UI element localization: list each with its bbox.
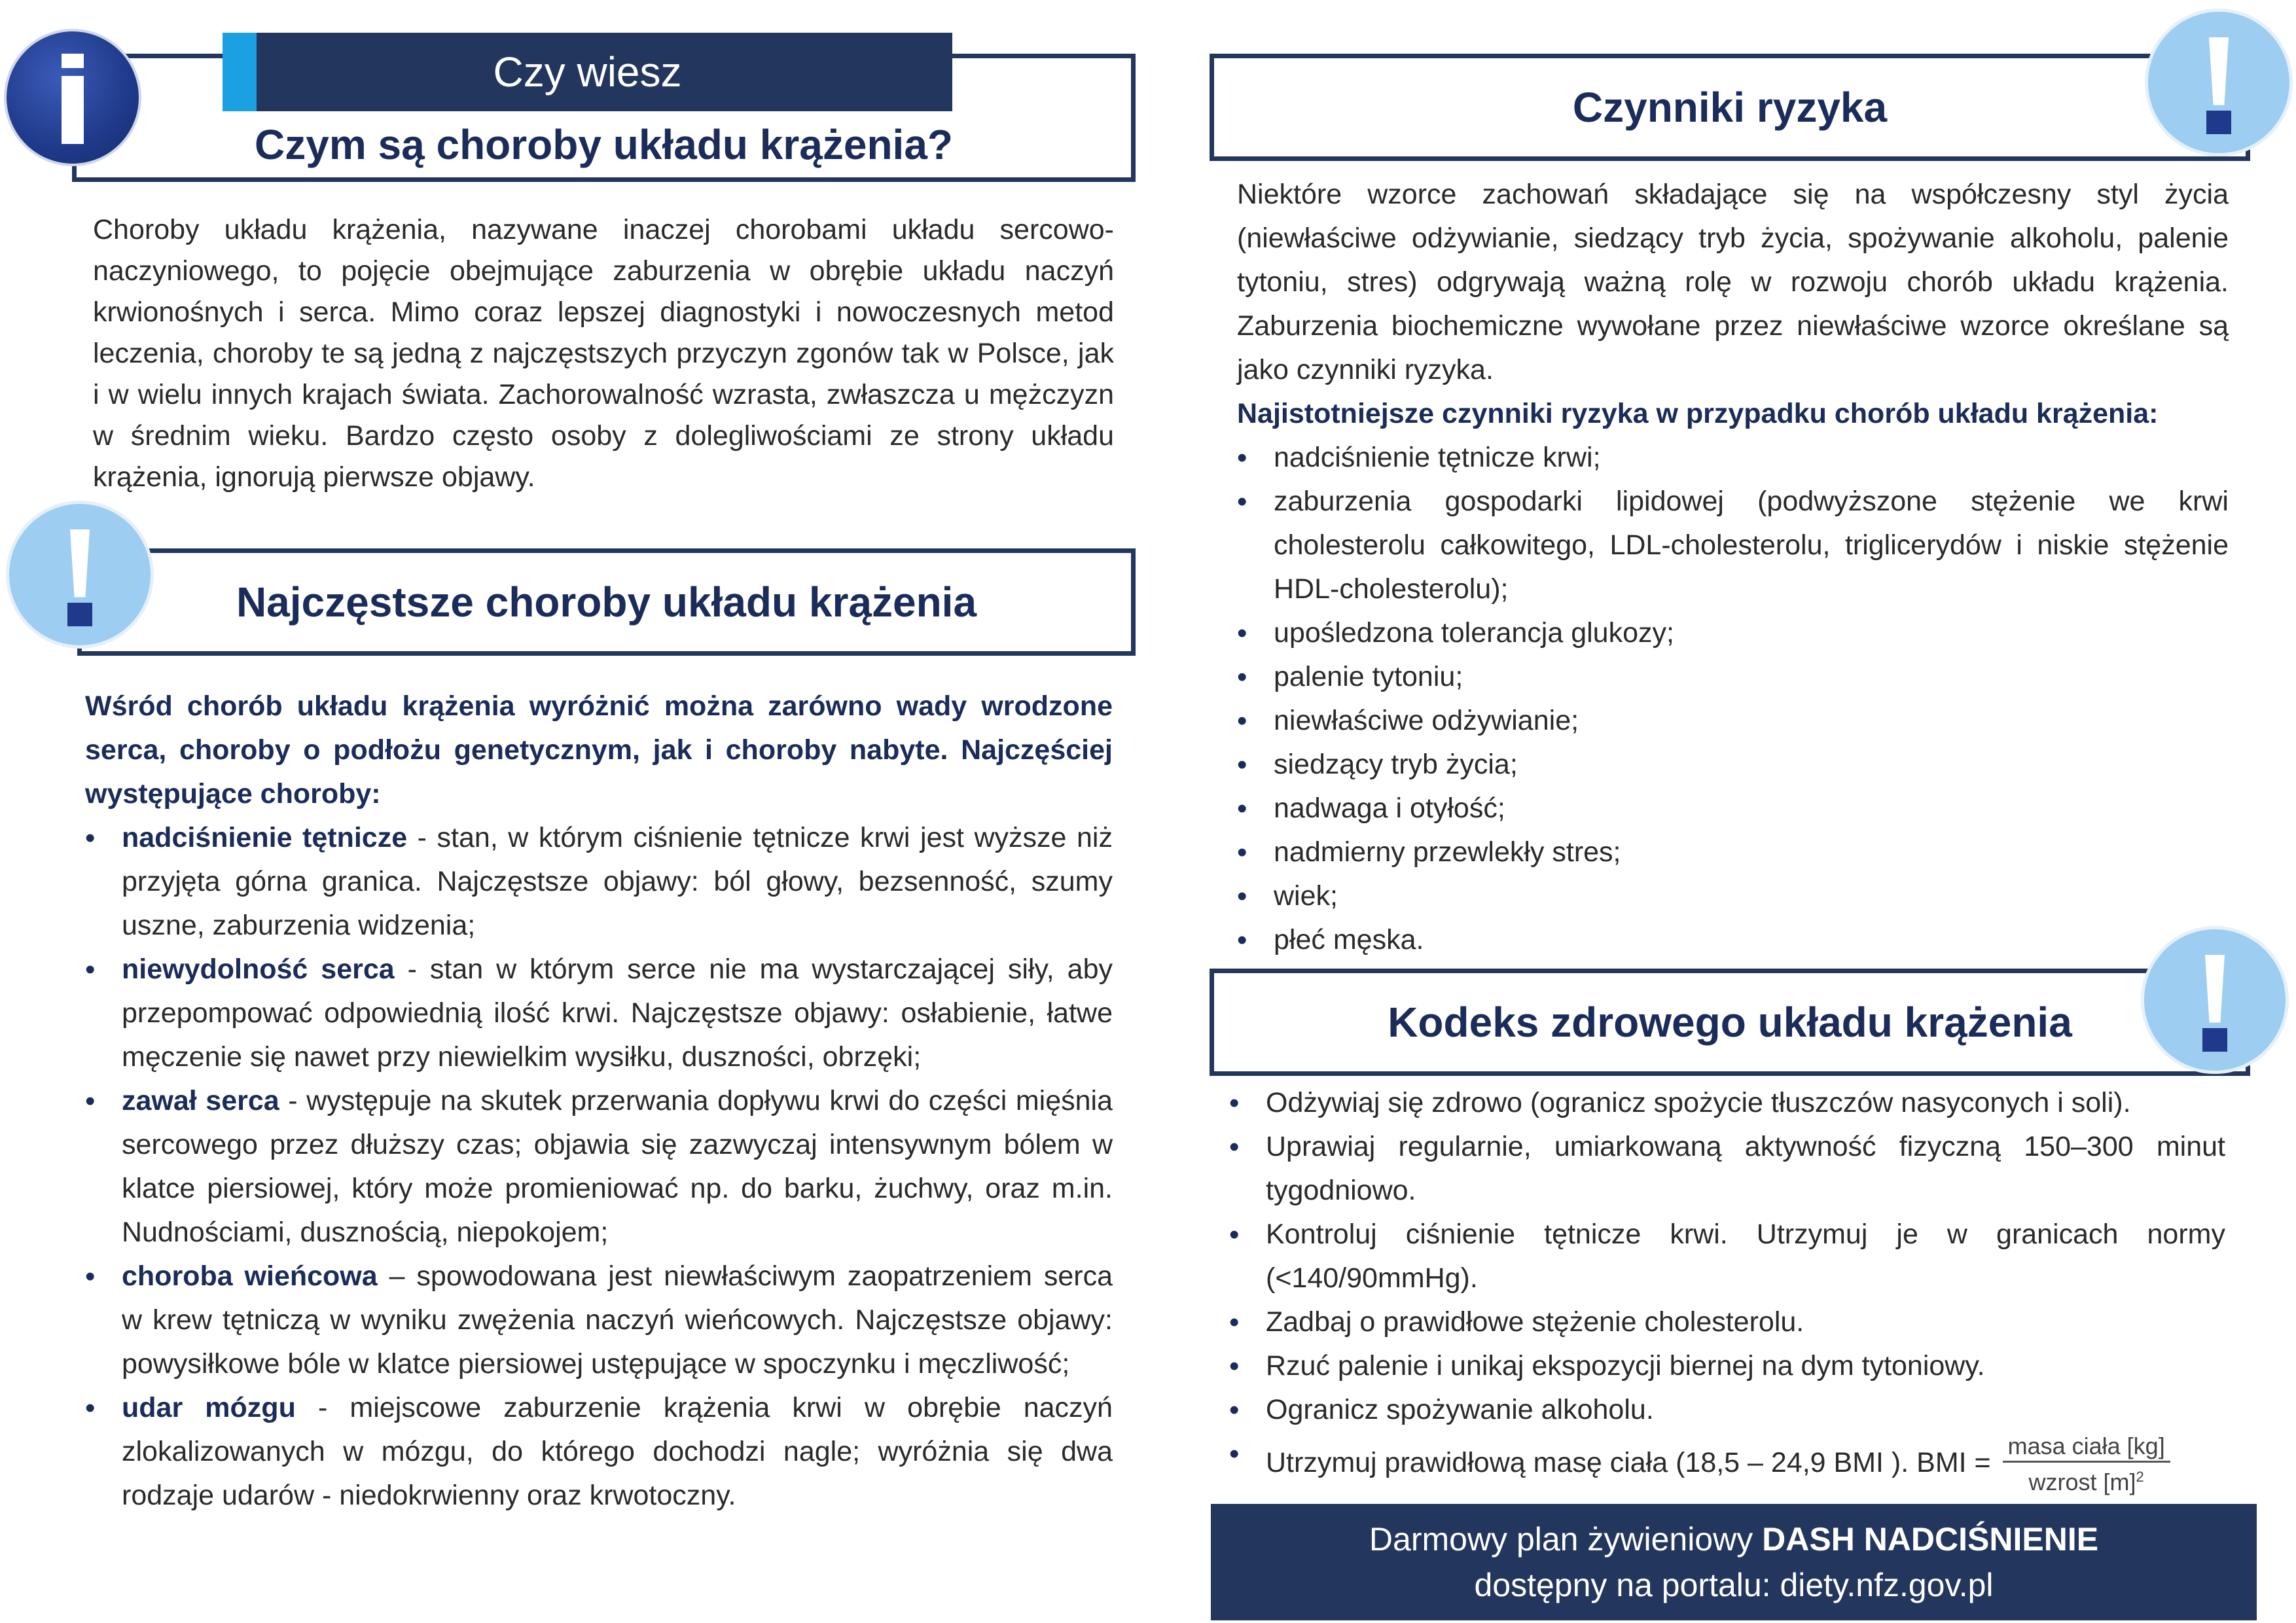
footer-line1-prefix: Darmowy plan żywieniowy: [1369, 1521, 1763, 1558]
desc: - miejscowe zaburzenie krążenia krwi w obrębie naczyń zlokalizowanych w mózgu, do którego dochodzi nagle; wyróżnia się dwa rodzaje udarów - niedokrwienny oraz krwotoczny.: [122, 1392, 1113, 1511]
list-item: • nadwaga i otyłość;: [1237, 787, 2229, 830]
bmi-denominator: wzrost [m]: [2028, 1469, 2136, 1495]
section-title: Kodeks zdrowego układu krążenia: [1388, 999, 2072, 1046]
exclamation-dot: [67, 603, 92, 626]
section3-content: [1237, 173, 2229, 962]
health-code-list: [1229, 1081, 2225, 1497]
list-item: • Uprawiaj regularnie, umiarkowaną aktywność fizyczną 150–300 minut tygodniowo.: [1229, 1125, 2225, 1213]
bmi-denominator-wrap: [2024, 1463, 2149, 1497]
list-item: • zaburzenia gospodarki lipidowej (podwyższone stężenie we krwi cholesterolu całkowitego, LDL-cholesterolu, triglicerydów i niskie stężenie HDL-cholesterolu);: [1237, 480, 2229, 611]
section-header-najczestsze: [77, 548, 1136, 656]
info-icon-stem: [62, 76, 84, 144]
list-item: • Zadbaj o prawidłowe stężenie cholesterolu.: [1229, 1300, 2225, 1344]
list-item: • upośledzona tolerancja glukozy;: [1237, 611, 2229, 655]
list-item: • Kontroluj ciśnienie tętnicze krwi. Utrzymuj je w granicach normy (<140/90mmHg).: [1229, 1213, 2225, 1300]
list-item: • wiek;: [1237, 874, 2229, 918]
section-title: Czynniki ryzyka: [1572, 84, 1888, 131]
footer-line2: dostępny na portalu: diety.nfz.gov.pl: [1474, 1567, 1994, 1603]
section1-text: Choroby układu krążenia, nazywane inaczej chorobami układu sercowo-naczyniowego, to pojęcie obejmujące zaburzenia w obrębie układu naczyń krwionośnych i serca. Mimo coraz lepszej diagnostyki i nowoczesnych metod leczenia, choroby te są jedną z najczęstszych przyczyn zgonów tak w Polsce, jak i w wielu innych krajach świata. Zachorowalność wzrasta, zwłaszcza u mężczyzn w średnim wieku. Bardzo często osoby z dolegliwościami ze strony układu krążenia, ignorują pierwsze objawy.: [93, 214, 1114, 493]
section3-paragraph: Niektóre wzorce zachowań składające się na współczesny styl życia (niewłaściwe odżywianie, siedzący tryb życia, spożywanie alkoholu, palenie tytoniu, stres) odgrywają ważną rolę w rozwoju chorób układu krążenia. Zaburzenia biochemiczne wywołane przez niewłaściwe wzorce określane są jako czynniki ryzyka.: [1237, 179, 2229, 385]
list-item: [85, 948, 1113, 1079]
list-item: • Rzuć palenie i unikaj ekspozycji biernej na dym tytoniowy.: [1229, 1344, 2225, 1388]
list-item: [85, 816, 1113, 948]
term: choroba wieńcowa: [122, 1260, 378, 1292]
term: nadciśnienie tętnicze: [122, 822, 408, 853]
exclamation-bar: [2209, 37, 2229, 105]
desc: - stan, w którym ciśnienie tętnicze krwi jest wyższe niż przyjęta górna granica. Najczęstsze objawy: ból głowy, bezsenność, szumy uszne, zaburzenia widzenia;: [122, 822, 1113, 941]
bmi-numerator: masa ciała [kg]: [2003, 1432, 2170, 1463]
list-item: • płeć męska.: [1237, 918, 2229, 962]
section3-lead: Najistotniejsze czynniki ryzyka w przypadku chorób układu krążenia:: [1237, 398, 2159, 429]
section-header-kodeks: [1210, 969, 2250, 1076]
bmi-exponent: 2: [2136, 1469, 2144, 1485]
exclamation-dot: [2202, 1028, 2227, 1052]
bmi-formula: [2003, 1432, 2170, 1497]
exclamation-dot: [2206, 111, 2231, 134]
list-item: • Ogranicz spożywanie alkoholu.: [1229, 1388, 2225, 1432]
exclamation-bar: [70, 529, 90, 597]
exclamation-icon: [2144, 929, 2286, 1071]
diseases-list: [85, 816, 1113, 1518]
czy-wiesz-banner: [223, 33, 952, 111]
section2-lead: Wśród chorób układu krążenia wyróżnić można zarówno wady wrodzone serca, choroby o podłożu genetycznym, jak i choroby nabyte. Najczęściej występujące choroby:: [85, 690, 1113, 810]
section-title: Najczęstsze choroby układu krążenia: [236, 579, 977, 626]
exclamation-icon: [2148, 12, 2289, 153]
section1-paragraph: [93, 209, 1114, 498]
list-item-bmi: [1229, 1432, 2225, 1497]
term: niewydolność serca: [122, 954, 395, 985]
list-item: • nadmierny przewlekły stres;: [1237, 830, 2229, 874]
banner-label: Czy wiesz: [493, 48, 682, 96]
info-icon: [7, 31, 139, 164]
bmi-text: Utrzymuj prawidłową masę ciała (18,5 – 24,9 BMI ). BMI =: [1266, 1446, 1991, 1478]
list-item: [85, 1386, 1113, 1518]
section2-content: [85, 685, 1113, 1518]
desc: - występuje na skutek przerwania dopływu krwi do części mięśnia sercowego przez dłuższy czas; objawia się zazwyczaj intensywnym bólem w klatce piersiowej, który może promieniować np. do barku, żuchwy, oraz m.in. Nudnościami, dusznością, niepokojem;: [122, 1085, 1113, 1248]
desc: – spowodowana jest niewłaściwym zaopatrzeniem serca w krew tętniczą w wyniku zwężenia naczyń wieńcowych. Najczęstsze objawy: powysiłkowe bóle w klatce piersiowej ustępujące w spoczynku i męczliwość;: [122, 1260, 1113, 1380]
info-icon-dot: [62, 54, 84, 68]
term: zawał serca: [122, 1085, 279, 1116]
section4-content: [1229, 1081, 2225, 1497]
dash-plan-box: [1211, 1504, 2257, 1620]
desc: - stan w którym serce nie ma wystarczającej siły, aby przepompować odpowiednią ilość krwi. Najczęstsze objawy: osłabienie, łatwe męczenie się nawet przy niewielkim wysiłku, duszności, obrzęki;: [122, 954, 1113, 1073]
list-item: • Odżywiaj się zdrowo (ogranicz spożycie tłuszczów nasyconych i soli).: [1229, 1081, 2225, 1125]
risk-factors-list: [1237, 436, 2229, 962]
list-item: [85, 1255, 1113, 1386]
footer-line1: [1369, 1516, 2098, 1562]
list-item: • siedzący tryb życia;: [1237, 743, 2229, 787]
section-header-czynniki: [1210, 54, 2250, 161]
section-title: Czym są choroby układu krążenia?: [255, 121, 953, 168]
banner-accent: [223, 33, 257, 111]
list-item: • palenie tytoniu;: [1237, 655, 2229, 699]
exclamation-icon: [9, 504, 151, 645]
list-item: [85, 1079, 1113, 1255]
term: udar mózgu: [122, 1392, 296, 1423]
list-item: • niewłaściwe odżywianie;: [1237, 699, 2229, 743]
exclamation-bar: [2205, 955, 2225, 1023]
footer-line1-bold: DASH NADCIŚNIENIE: [1762, 1521, 2099, 1558]
list-item: • nadciśnienie tętnicze krwi;: [1237, 436, 2229, 480]
